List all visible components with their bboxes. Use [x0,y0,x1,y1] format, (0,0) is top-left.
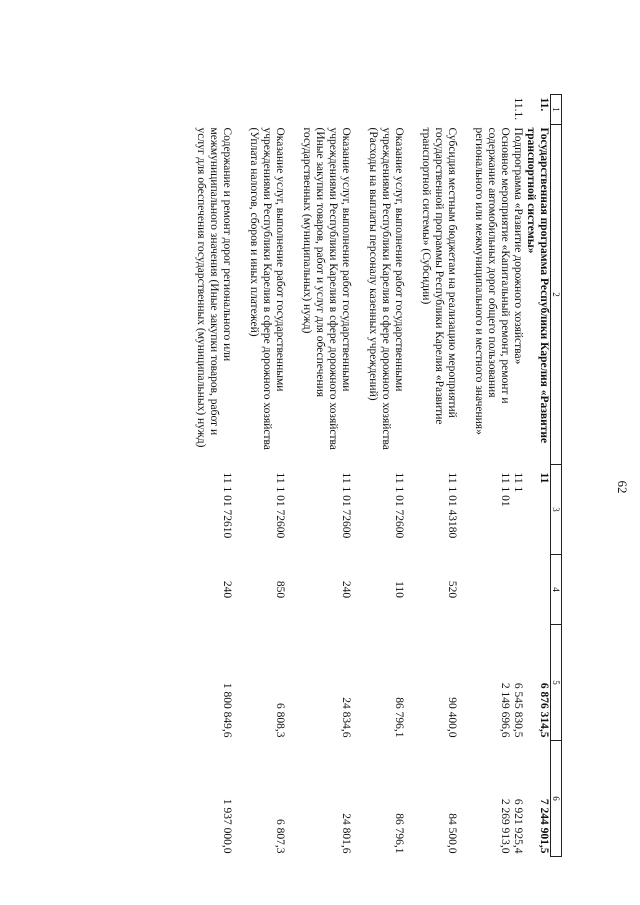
row-amount-year1: 6 876 314,5 [538,682,550,738]
row-amount-year1: 6 545 830,5 [512,682,524,738]
table-row [472,95,511,857]
row-number [194,95,247,125]
budget-table [194,94,562,857]
row-target-code: 11 1 01 43180 [446,472,458,539]
row-number [366,95,419,125]
table-row [300,95,366,857]
header-cell: 1 [551,95,562,125]
row-number: 11.1. [512,97,524,121]
row-amount-year2: 6 807,3 [274,819,286,854]
row-amount-year2: 1 937 000,0 [221,798,233,854]
row-name: Подпрограмма «Развитие дорожного хозяйства» [512,127,524,365]
row-name: Оказание услуг, выполнение работ государственными учреждениями Республики Карелия в сфере дорожного хозяйства (Иные закупки товаров, работ и услуг для обеспечения государственных (муниципальных) нужд) [301,127,352,450]
row-amount-year1: 24 834,6 [340,697,352,738]
row-expense-type: 110 [393,581,405,598]
row-name: Оказание услуг, выполнение работ государственными учреждениями Республики Карелия в сфере дорожного хозяйства (Уплата налогов, сборов и иных платежей) [248,127,286,450]
row-number [300,95,366,125]
row-number [247,95,300,125]
row-target-code: 11 1 01 72600 [393,472,405,539]
row-amount-year1: 6 808,3 [274,703,286,738]
page-number: 62 [615,480,630,494]
row-target-code: 11 1 01 72600 [340,472,352,539]
row-expense-type: 520 [446,580,458,599]
header-cell: 2 [551,125,562,465]
table-row [366,95,419,857]
table-row [511,95,524,857]
row-amount-year1: 90 400,0 [446,697,458,738]
header-cell: 3 [551,465,562,555]
header-cell: 5 [551,625,562,741]
row-amount-year2: 24 801,6 [340,813,352,854]
row-name: Оказание услуг, выполнение работ государственными учреждениями Республики Карелия в сфере дорожного хозяйства (Расходы на выплаты персоналу казенных учреждений) [367,127,405,450]
row-amount-year1: 86 796,1 [393,697,405,738]
row-expense-type [524,555,551,625]
row-target-code: 11 1 [512,472,524,493]
header-cell: 4 [551,555,562,625]
row-name: Субсидия местным бюджетам на реализацию мероприятий государственной программы Республики Карелия «Развитие транспортной системы» (Субсидии) [420,127,458,425]
row-amount-year1: 1 800 849,6 [221,682,233,738]
row-amount-year2: 84 500,0 [446,813,458,854]
row-expense-type: 240 [340,580,352,599]
table-row [194,95,247,857]
row-expense-type: 240 [221,580,233,599]
row-name: Содержание и ремонт дорог регионального или межмуниципального значения (Иные закупки товаров, работ и услуг для обеспечения государственных (муниципальных) нужд) [195,127,233,448]
row-number [472,95,511,125]
row-target-code: 11 1 01 [499,472,511,507]
row-amount-year2: 2 269 913,0 [499,798,511,854]
row-amount-year2: 6 921 925,4 [512,798,524,854]
row-expense-type [511,555,524,625]
row-expense-type [472,555,511,625]
row-amount-year2: 7 244 901,5 [538,798,550,854]
table-row [247,95,300,857]
row-number [419,95,472,125]
row-target-code: 11 1 01 72600 [274,472,286,539]
row-amount-year2: 86 796,1 [393,813,405,854]
row-number: 11. [538,97,550,112]
table-row [419,95,472,857]
row-target-code: 11 1 01 72610 [221,472,233,539]
header-cell: 6 [551,741,562,857]
row-expense-type: 850 [274,580,286,599]
row-target-code: 11 [538,472,550,484]
row-name: Основное мероприятие «Капитальный ремонт, ремонт и содержание автомобильных дорог общего пользования регионального или межмуниципального и местного значения» [473,127,511,435]
column-number-header-row [551,95,562,857]
table-row [524,95,551,857]
row-name: Государственная программа Республики Карелия «Развитие транспортной системы» [525,127,550,444]
row-amount-year1: 2 149 696,6 [499,682,511,738]
